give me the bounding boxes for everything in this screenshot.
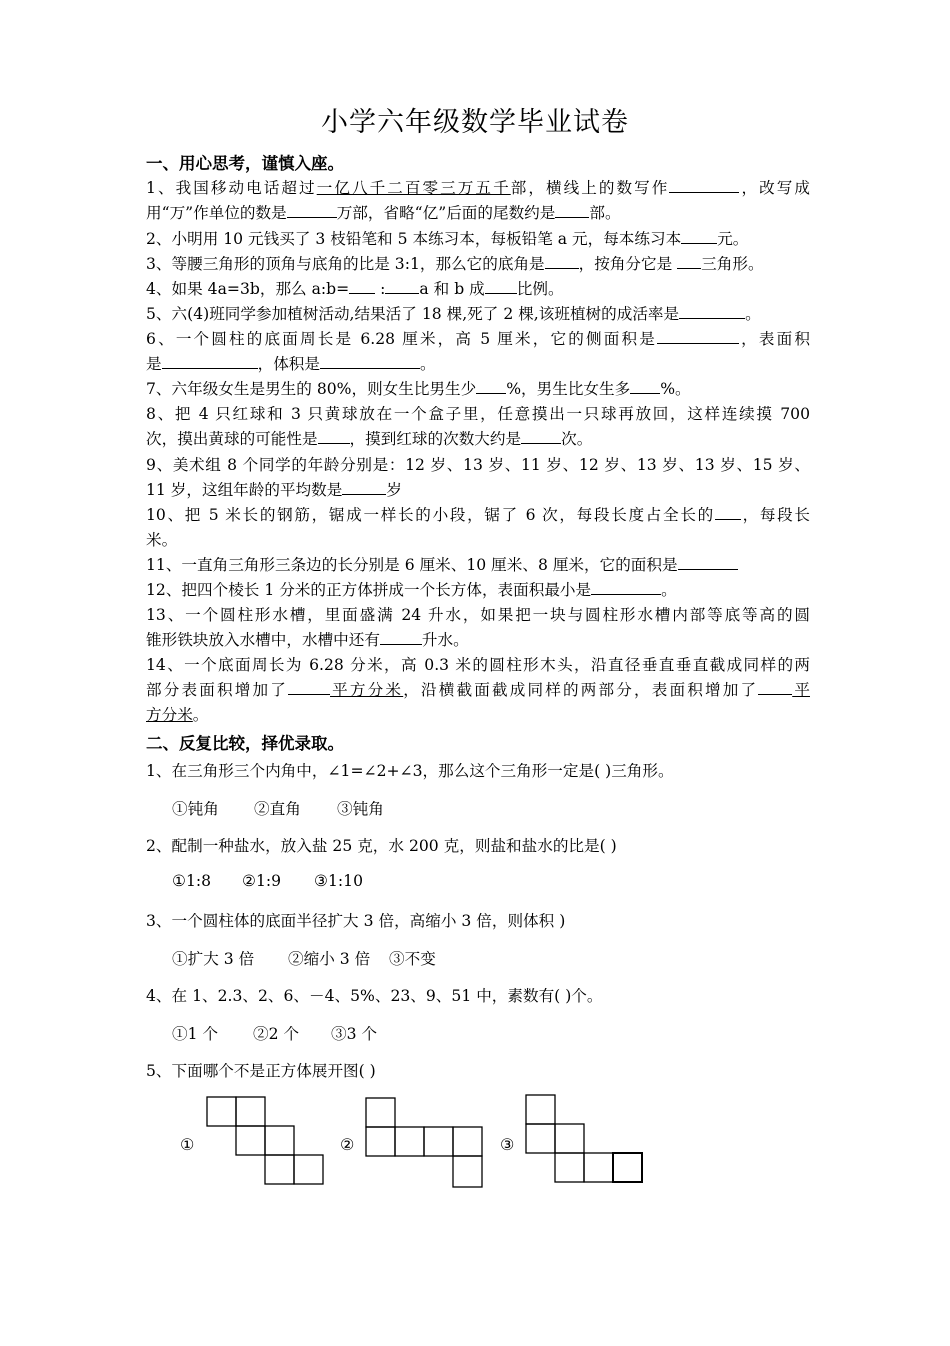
q10-line2: 米。 bbox=[146, 531, 178, 549]
answer-blank[interactable] bbox=[385, 293, 419, 294]
answer-blank[interactable] bbox=[630, 393, 660, 394]
mc-q2-option-2[interactable]: ②1:9 bbox=[242, 872, 282, 890]
answer-blank[interactable] bbox=[677, 268, 701, 269]
answer-blank[interactable] bbox=[342, 494, 386, 495]
q6-line1: 6、一个圆柱的底面周长是 6.28 厘米，高 5 厘米，它的侧面积是 ，表面积 bbox=[146, 330, 810, 348]
cube-net-figure-3 bbox=[525, 1094, 645, 1186]
answer-blank[interactable] bbox=[485, 293, 517, 294]
answer-blank[interactable] bbox=[545, 268, 579, 269]
q2-line: 2、小明用 10 元钱买了 3 枝铅笔和 5 本练习本，每板铅笔 a 元，每本练习本 元。 bbox=[146, 230, 749, 248]
answer-blank[interactable] bbox=[555, 217, 589, 218]
q5-line: 5、六(4)班同学参加植树活动,结果活了 18 棵,死了 2 棵,该班植树的成活率是 。 bbox=[146, 305, 761, 323]
q8-line2: 次，摸出黄球的可能性是 ，摸到红球的次数大约是 次。 bbox=[146, 430, 593, 448]
figure-1-label[interactable]: ① bbox=[180, 1135, 195, 1154]
answer-blank[interactable] bbox=[162, 368, 258, 369]
mc-q2: 2、配制一种盐水，放入盐 25 克，水 200 克，则盐和盐水的比是( ) bbox=[146, 837, 617, 855]
q13-line1: 13、一个圆柱形水槽，里面盛满 24 升水，如果把一块与圆柱形水槽内部等底等高的圆 bbox=[146, 606, 810, 624]
answer-blank[interactable] bbox=[681, 243, 717, 244]
q6-line2: 是 ，体积是 。 bbox=[146, 355, 436, 373]
mc-q2-option-3[interactable]: ③1:10 bbox=[314, 872, 363, 890]
q3-line: 3、等腰三角形的顶角与底角的比是 3:1，那么它的底角是 ，按角分它是 三角形。 bbox=[146, 255, 764, 273]
answer-blank[interactable] bbox=[591, 594, 661, 595]
mc-q3-option-1[interactable]: ①扩大 3 倍 bbox=[172, 950, 255, 968]
answer-blank[interactable] bbox=[678, 569, 738, 570]
mc-q1-option-2[interactable]: ②直角 bbox=[254, 800, 301, 818]
answer-blank[interactable] bbox=[476, 393, 506, 394]
q14-line2: 部分表面积增加了 平方分米，沿横截面截成同样的两部分，表面积增加了 平 bbox=[146, 681, 810, 699]
answer-blank[interactable] bbox=[657, 343, 739, 344]
mc-q1: 1、在三角形三个内角中，∠1=∠2+∠3，那么这个三角形一定是( )三角形。 bbox=[146, 762, 674, 780]
q14-line3: 方分米。 bbox=[146, 706, 209, 724]
q11-line: 11、一直角三角形三条边的长分别是 6 厘米、10 厘米、8 厘米，它的面积是 bbox=[146, 553, 810, 578]
q1-line2: 用“万”作单位的数是 万部，省略“亿”后面的尾数约是 部。 bbox=[146, 204, 621, 222]
answer-blank[interactable] bbox=[521, 443, 561, 444]
mc-q2-option-1[interactable]: ①1:8 bbox=[172, 872, 212, 890]
cube-net-figure-2 bbox=[365, 1097, 485, 1189]
figure-3-label[interactable]: ③ bbox=[500, 1135, 515, 1154]
q4-line: 4、如果 4a=3b，那么 a:b= : a 和 b 成 比例。 bbox=[146, 280, 564, 298]
mc-q3-option-2[interactable]: ②缩小 3 倍 bbox=[288, 950, 371, 968]
q8-line1: 8、把 4 只红球和 3 只黄球放在一个盒子里，任意摸出一只球再放回，这样连续摸 700 bbox=[146, 405, 810, 423]
q10-line1: 10、把 5 米长的钢筋，锯成一样长的小段，锯了 6 次，每段长度占全长的 ，每段长 bbox=[146, 506, 810, 524]
answer-blank[interactable] bbox=[380, 644, 422, 645]
q7-line: 7、六年级女生是男生的 80%，则女生比男生少 %，男生比女生多 %。 bbox=[146, 380, 691, 398]
q9-line1: 9、美术组 8 个同学的年龄分别是：12 岁、13 岁、11 岁、12 岁、13 岁、13 岁、15 岁、 bbox=[146, 456, 810, 474]
mc-q3: 3、一个圆柱体的底面半径扩大 3 倍，高缩小 3 倍，则体积 ) bbox=[146, 912, 566, 930]
q14-line1: 14、一个底面周长为 6.28 分米，高 0.3 米的圆柱形木头，沿直径垂直垂直截成同样的两 bbox=[146, 656, 810, 674]
mc-q4-option-1[interactable]: ①1 个 bbox=[172, 1025, 219, 1043]
answer-blank[interactable] bbox=[318, 443, 350, 444]
mc-q1-option-3[interactable]: ③钝角 bbox=[337, 800, 384, 818]
answer-blank[interactable] bbox=[320, 368, 420, 369]
answer-blank[interactable] bbox=[288, 694, 330, 695]
section2-heading: 二、反复比较，择优录取。 bbox=[146, 734, 344, 753]
q13-line2: 锥形铁块放入水槽中，水槽中还有 升水。 bbox=[146, 631, 469, 649]
mc-q4: 4、在 1、2.3、2、6、－4、5%、23、9、51 中，素数有( )个。 bbox=[146, 987, 603, 1005]
mc-q3-option-3[interactable]: ③不变 bbox=[389, 950, 436, 968]
cube-net-figure-1 bbox=[206, 1096, 326, 1186]
section1-heading: 一、用心思考，谨慎入座。 bbox=[146, 154, 344, 173]
page-title: 小学六年级数学毕业试卷 bbox=[321, 107, 629, 138]
answer-blank[interactable] bbox=[715, 519, 741, 520]
q1-line1: 1、我国移动电话超过一亿八千二百零三万五千部，横线上的数写作 ，改写成 bbox=[146, 179, 810, 197]
q9-line2: 11 岁，这组年龄的平均数是 岁 bbox=[146, 481, 402, 499]
answer-blank[interactable] bbox=[679, 318, 745, 319]
mc-q4-option-3[interactable]: ③3 个 bbox=[331, 1025, 378, 1043]
answer-blank[interactable] bbox=[349, 293, 375, 294]
figure-2-label[interactable]: ② bbox=[340, 1135, 355, 1154]
mc-q5: 5、下面哪个不是正方体展开图( ) bbox=[146, 1062, 376, 1080]
answer-blank[interactable] bbox=[287, 217, 337, 218]
mc-q4-option-2[interactable]: ②2 个 bbox=[253, 1025, 300, 1043]
answer-blank[interactable] bbox=[758, 694, 792, 695]
q12-line: 12、把四个棱长 1 分米的正方体拼成一个长方体，表面积最小是 。 bbox=[146, 581, 677, 599]
answer-blank[interactable] bbox=[669, 192, 739, 193]
mc-q1-option-1[interactable]: ①钝角 bbox=[172, 800, 219, 818]
